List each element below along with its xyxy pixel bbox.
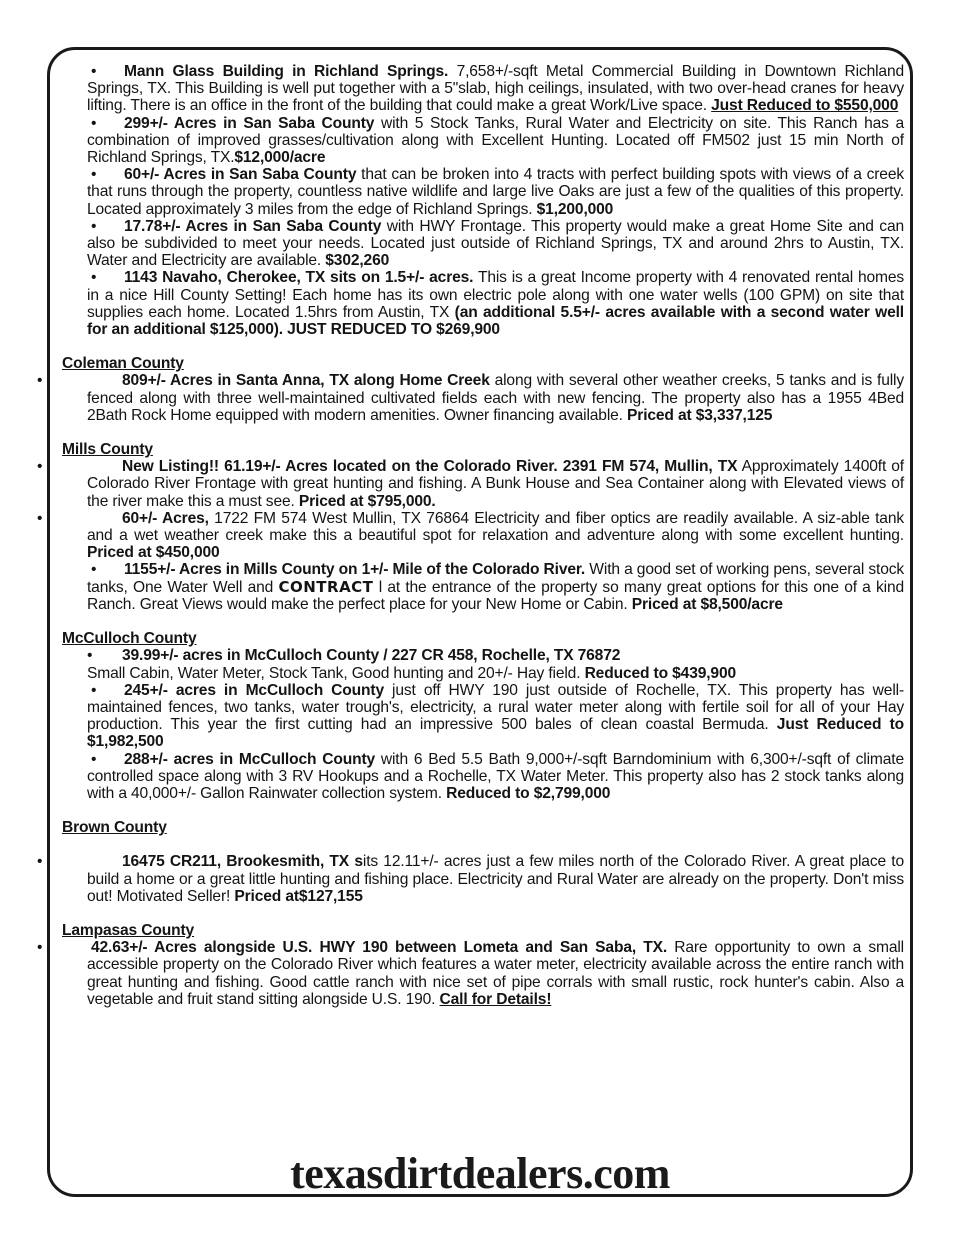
bullet: • <box>91 63 97 80</box>
listing-price: Priced at $3,337,125 <box>627 406 773 424</box>
bullet: • <box>91 561 97 579</box>
listing-16475-cr211 <box>37 853 904 905</box>
listing-42-acres <box>37 939 904 1008</box>
bullet: • <box>91 681 97 699</box>
bullet: • <box>91 114 97 132</box>
contract-stamp: CONTRACT <box>278 577 374 596</box>
listing-price: $1,200,000 <box>536 200 614 218</box>
listing-39-acres <box>62 647 904 681</box>
listing-title: 1155+/- Acres in Mills County on 1+/- Mile of the Colorado River. <box>124 561 586 579</box>
listing-title: 17.78+/- Acres in San Saba County <box>124 217 382 235</box>
listing-price: Just Reduced to $1,982,500 <box>87 716 904 751</box>
listing-title: 245+/- acres in McCulloch County <box>124 681 384 699</box>
listing-text: Approximately 1400ft of Colorado River Frontage with great hunting and fishing. A Bunk House and Sea Container along with Elevated views of the river make this a must see. <box>87 458 904 510</box>
heading-brown-county: Brown County <box>62 819 167 837</box>
heading-mcculloch-county: McCulloch County <box>62 630 197 648</box>
listing-text: with 5 Stock Tanks, Rural Water and Electricity on site. This Ranch has a combination of improved grasses/cultivation along with Excellent Hunting. Located off FM502 just 15 min North of Richland Springs, TX. <box>87 114 904 167</box>
bullet: • <box>91 269 97 287</box>
listing-text: 1722 FM 574 West Mullin, TX 76864 Electricity and fiber optics are readily available. A siz-able tank and a wet weather creek make this a beautiful spot for relaxation and adventure along with some excellent hunting. <box>87 509 904 545</box>
bullet: • <box>37 509 43 527</box>
listing-text: This is a great Income property with 4 renovated rental homes in a nice Hill County Setting! Each home has its own electric pole along with one water wells (100 GPM) on site that supplies each home. Located 1.5hrs from Austin, TX <box>87 269 904 321</box>
listing-title: Mann Glass Building in Richland Springs. <box>124 63 449 80</box>
listing-price: Priced at $450,000 <box>87 544 220 562</box>
listing-title: 60+/- Acres in San Saba County <box>124 166 357 184</box>
listing-text: l at the entrance of the property so many great options for this one of a kind Ranch. Great Views would make the perfect place for your New Home or Cabin. <box>87 578 905 613</box>
listing-price: $12,000/acre <box>234 149 326 167</box>
spacer <box>62 836 904 853</box>
listing-price: Reduced to $2,799,000 <box>446 784 611 802</box>
bullet: • <box>37 853 43 871</box>
listings <box>37 63 905 1008</box>
heading-coleman-county: Coleman County <box>62 355 184 373</box>
bullet: • <box>91 166 97 184</box>
heading-mills-county: Mills County <box>62 441 153 459</box>
listing-price: Priced at $8,500/acre <box>631 595 783 613</box>
listing-text: Rare opportunity to own a small accessible property on the Colorado River which features a water meter, electricity available across the entire ranch with great hunting and fishing. Good cattle ranch with nice set of pipe corrals with small rustic, rock hunter's cabin. Also a vegetable and fruit stand sitting alongside U.S. 190. <box>87 939 904 1008</box>
listing-17-acres <box>62 218 904 270</box>
listing-61-acres <box>37 458 904 510</box>
listing-navaho <box>62 269 904 338</box>
listing-title: 299+/- Acres in San Saba County <box>124 114 375 132</box>
bullet: • <box>87 647 93 665</box>
listing-text: just off HWY 190 just outside of Rochelle, TX. This property has well-maintained fences, two tanks, water trough's, electricity, a rural water meter along with fertile soil for all of your Hay production. This year the first cutting had an impressive 500 bales of clean coastal Bermuda. <box>87 681 904 734</box>
listing-title: New Listing!! 61.19+/- Acres located on the Colorado River. 2391 FM 574, Mullin, TX <box>122 458 738 476</box>
listing-text: 7,658+/-sqft Metal Commercial Building in Downtown Richland Springs, TX. This Building is well put together with a 5"slab, high ceilings, insulated, with two over-head cranes for heavy lifting. There is an office in the front of the building that could make a great Work/Live space. <box>87 63 904 115</box>
listing-text: With a good set of working pens, several stock tanks, One Water Well and <box>87 561 905 596</box>
listing-text: with 6 Bed 5.5 Bath 9,000+/-sqft Barndominium with 6,300+/-sqft of climate controlled space along with 3 RV Hookups and a Rochelle, TX Water Meter. This property also has 2 stock tanks along with a 40,000+/- Gallon Rainwater collection system. <box>87 750 904 802</box>
listing-title: 16475 CR211, Brookesmith, TX s <box>122 853 363 871</box>
listing-text: along with several other weather creeks, 5 tanks and is fully fenced along with three well-maintained cultivated fields each with new fencing. The property also has a 1955 4Bed 2Bath Rock Home equipped with modern amenities. Owner financing available. <box>87 372 904 424</box>
listing-text: with HWY Frontage. This property would make a great Home Site and can also be subdivided to meet your needs. Located just outside of Richland Springs, TX and around 2hrs to Austin, TX. Water and Electricity are available. <box>87 217 904 270</box>
listing-price: $302,260 <box>325 252 390 270</box>
listing-title: 288+/- acres in McCulloch County <box>124 750 376 768</box>
listing-price: Priced at$127,155 <box>234 887 363 905</box>
listing-price: Call for Details! <box>439 990 552 1008</box>
listing-title: 1143 Navaho, Cherokee, TX sits on 1.5+/- acres. <box>124 269 474 287</box>
listing-price: (an additional 5.5+/- acres available with a second water well for an additional $125,000). JUST REDUCED TO $269,900 <box>87 303 904 339</box>
listing-299-acres <box>62 115 904 167</box>
bullet: • <box>37 372 43 390</box>
listing-title: 42.63+/- Acres alongside U.S. HWY 190 between Lometa and San Saba, TX. <box>91 939 668 957</box>
listing-mann-glass <box>62 63 904 115</box>
listing-60-acres-san-saba <box>62 166 904 218</box>
bullet: • <box>37 458 43 476</box>
listing-245-acres <box>62 682 904 751</box>
heading-lampasas-county: Lampasas County <box>62 921 195 939</box>
listing-1155-acres <box>62 561 904 613</box>
listing-288-acres <box>62 751 904 803</box>
listing-text: that can be broken into 4 tracts with perfect building spots with views of a creek that runs through the property, countless native wildlife and large live Oaks are just a few of the qualities of this property. Located approximately 3 miles from the edge of Richland Springs. <box>87 166 904 218</box>
listing-price: Priced at $795,000. <box>298 492 436 510</box>
listing-price: Just Reduced to $550,000 <box>711 97 899 115</box>
listing-title: 60+/- Acres, <box>122 509 209 527</box>
listing-text: its 12.11+/- acres just a few miles north of the Colorado River. A great place to build a home or a great little hunting and fishing place. Electricity and Rural Water are already on the property. Don't miss out! Motivated Seller! <box>87 853 904 905</box>
listing-60-acres-mullin <box>37 509 904 562</box>
listing-price: Reduced to $439,900 <box>584 664 736 682</box>
listing-809-acres <box>37 372 904 424</box>
listing-text: Small Cabin, Water Meter, Stock Tank, Good hunting and 20+/- Hay field. <box>87 664 585 682</box>
listing-title: 809+/- Acres in Santa Anna, TX along Home Creek <box>122 372 490 390</box>
bullet: • <box>91 750 97 768</box>
website-footer: texasdirtdealers.com <box>290 1149 670 1198</box>
bullet: • <box>91 217 97 235</box>
listing-title: 39.99+/- acres in McCulloch County / 227 CR 458, Rochelle, TX 76872 <box>122 647 621 665</box>
bullet: • <box>37 939 43 957</box>
